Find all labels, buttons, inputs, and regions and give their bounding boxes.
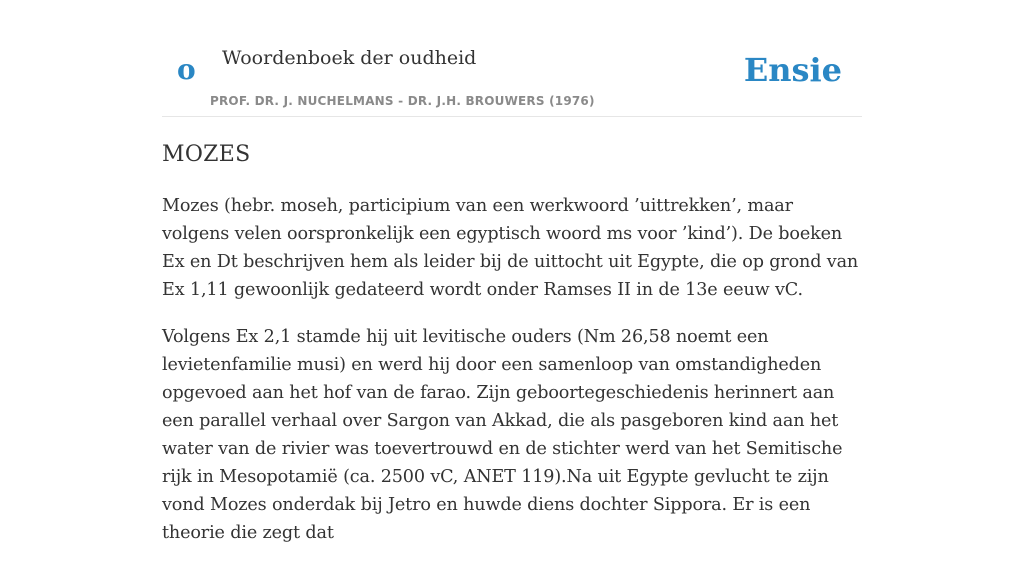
letter-badge[interactable]: o	[177, 53, 196, 86]
ensie-logo[interactable]: Ensie	[743, 51, 842, 89]
entry-title: MOZES	[162, 142, 251, 167]
entry-paragraph: Mozes (hebr. moseh, participium van een werkwoord ’uittrekken’, maar volgens velen oorspronkelijk een egyptisch woord ms voor ’kind’). De boeken Ex en Dt beschrijven hem als leider bij de uittocht uit Egypte, die op grond van Ex 1,11 gewoonlijk gedateerd wordt onder Ramses II in de 13e eeuw vC.	[162, 196, 859, 300]
page	[162, 0, 862, 543]
book-title-link[interactable]: Woordenboek der oudheid	[222, 47, 477, 69]
book-header	[162, 0, 862, 117]
entry-body	[162, 192, 862, 566]
entry-paragraph: Volgens Ex 2,1 stamde hij uit levitische ouders (Nm 26,58 noemt een levietenfamilie musi) en werd hij door een samenloop van omstandigheden opgevoed aan het hof van de farao. Zijn geboortegeschiedenis herinnert aan een parallel verhaal over Sargon van Akkad, die als pasgeboren kind aan het water van de rivier was toevertrouwd en de stichter werd van het Semitische rijk in Mesopotamië (ca. 2500 vC, ANET 119).Na uit Egypte gevlucht te zijn vond Mozes onderdak bij Jetro en huwde diens dochter Sippora. Er is een theorie die zegt dat	[162, 327, 843, 543]
book-authors: PROF. DR. J. NUCHELMANS - DR. J.H. BROUWERS (1976)	[210, 94, 595, 108]
